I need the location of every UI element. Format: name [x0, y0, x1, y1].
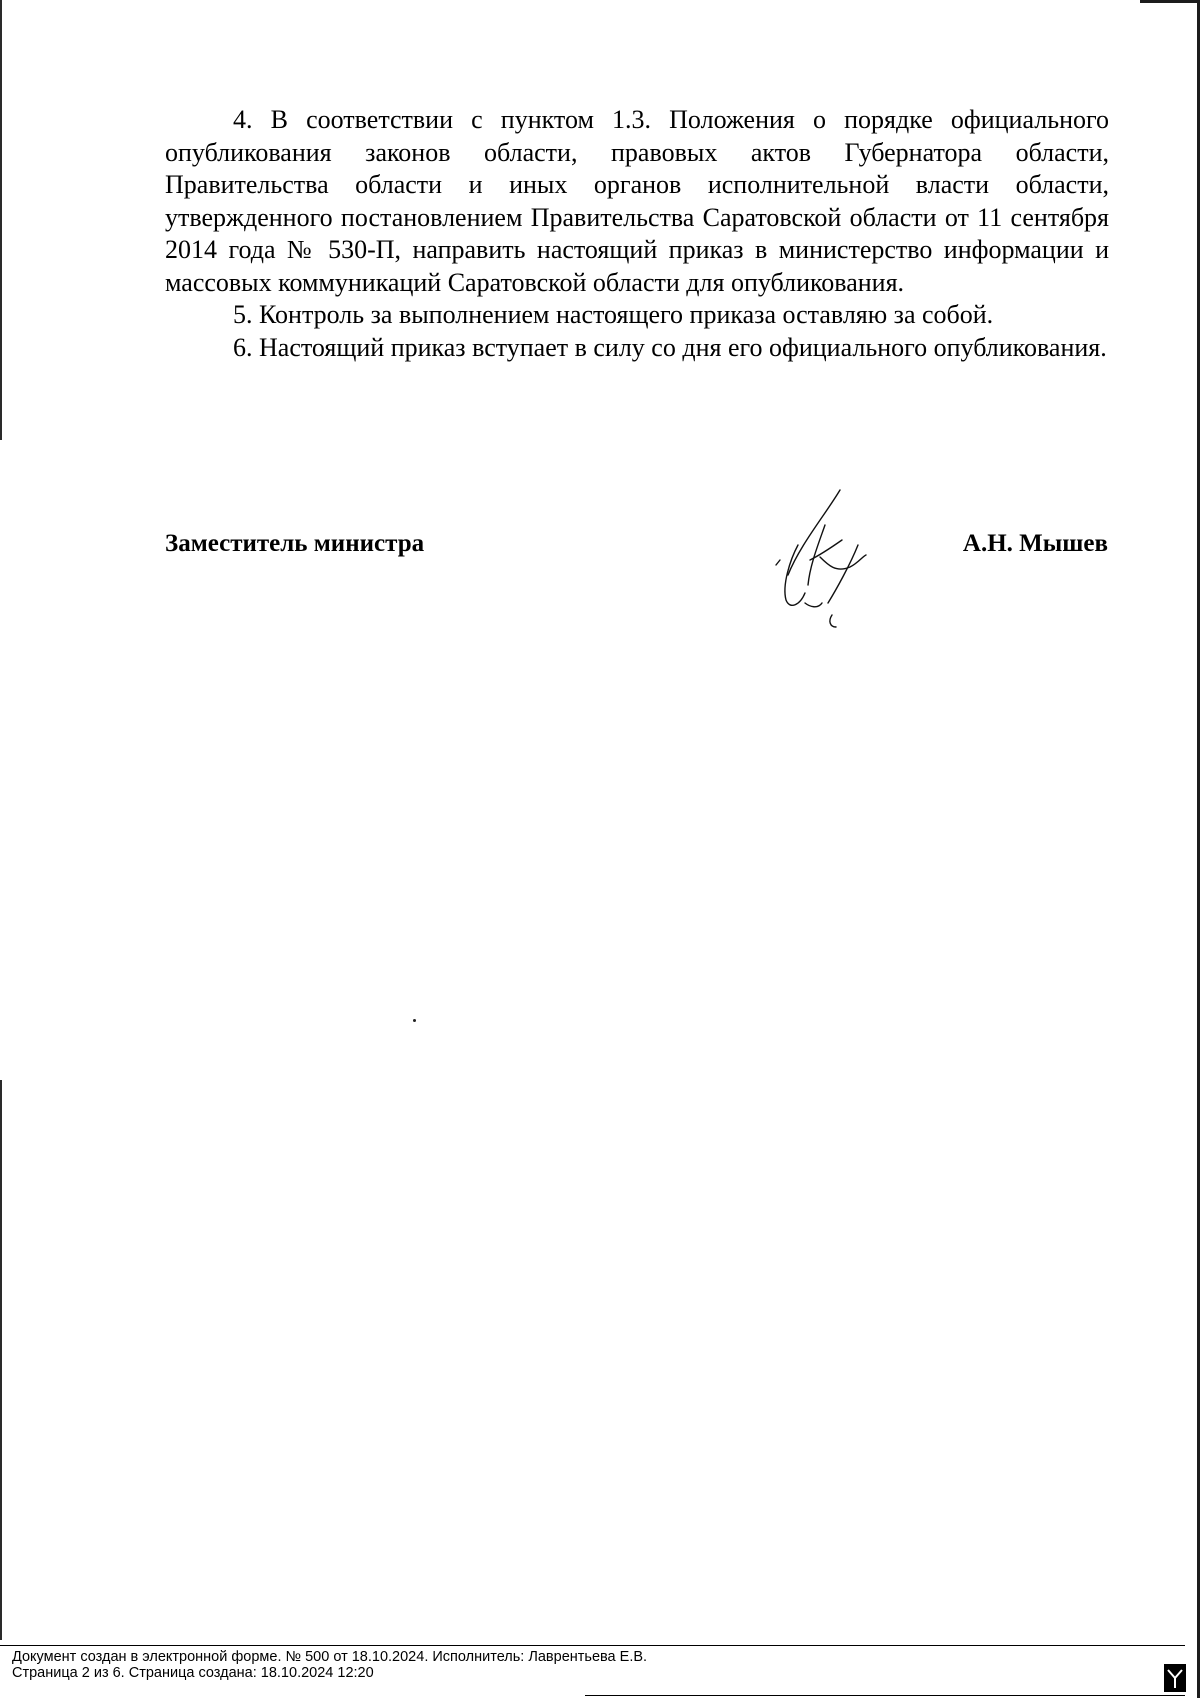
- signatory-name: А.Н. Мышев: [962, 530, 1108, 557]
- emblem-icon: [1164, 1664, 1186, 1692]
- handwritten-signature: [770, 485, 920, 635]
- signatory-position: Заместитель министра: [165, 530, 425, 557]
- scan-edge-left-lower: [0, 1080, 2, 1640]
- paragraph-4: 4. В соответствии с пунктом 1.3. Положения о порядке официального опубликования законов области, правовых актов Губернатора области, Правительства области и иных органов исполнительной власти области, утвержденного постановлением Правительства Саратовской области от 11 сентября 2014 года № 530-П, направить настоящий приказ в министерство информации и массовых коммуникаций Саратовской области для опубликования.: [165, 105, 1109, 297]
- scan-speck: [413, 1019, 416, 1022]
- scan-edge-left: [0, 0, 2, 440]
- footer-page-info: Страница 2 из 6. Страница создана: 18.10.2024 12:20: [12, 1665, 374, 1681]
- footer-document-info: Документ создан в электронной форме. № 500 от 18.10.2024. Исполнитель: Лаврентьева Е.В.: [12, 1649, 648, 1665]
- footer-bottom-line: [585, 1695, 1185, 1696]
- paragraph-6: 6. Настоящий приказ вступает в силу со дня его официального опубликования.: [233, 332, 1107, 362]
- paragraph-5: 5. Контроль за выполнением настоящего приказа оставляю за собой.: [233, 300, 994, 329]
- scan-edge-top: [1140, 0, 1200, 3]
- footer-divider: [0, 1645, 1185, 1646]
- footer: [12, 1649, 647, 1681]
- document-body: [165, 104, 1109, 364]
